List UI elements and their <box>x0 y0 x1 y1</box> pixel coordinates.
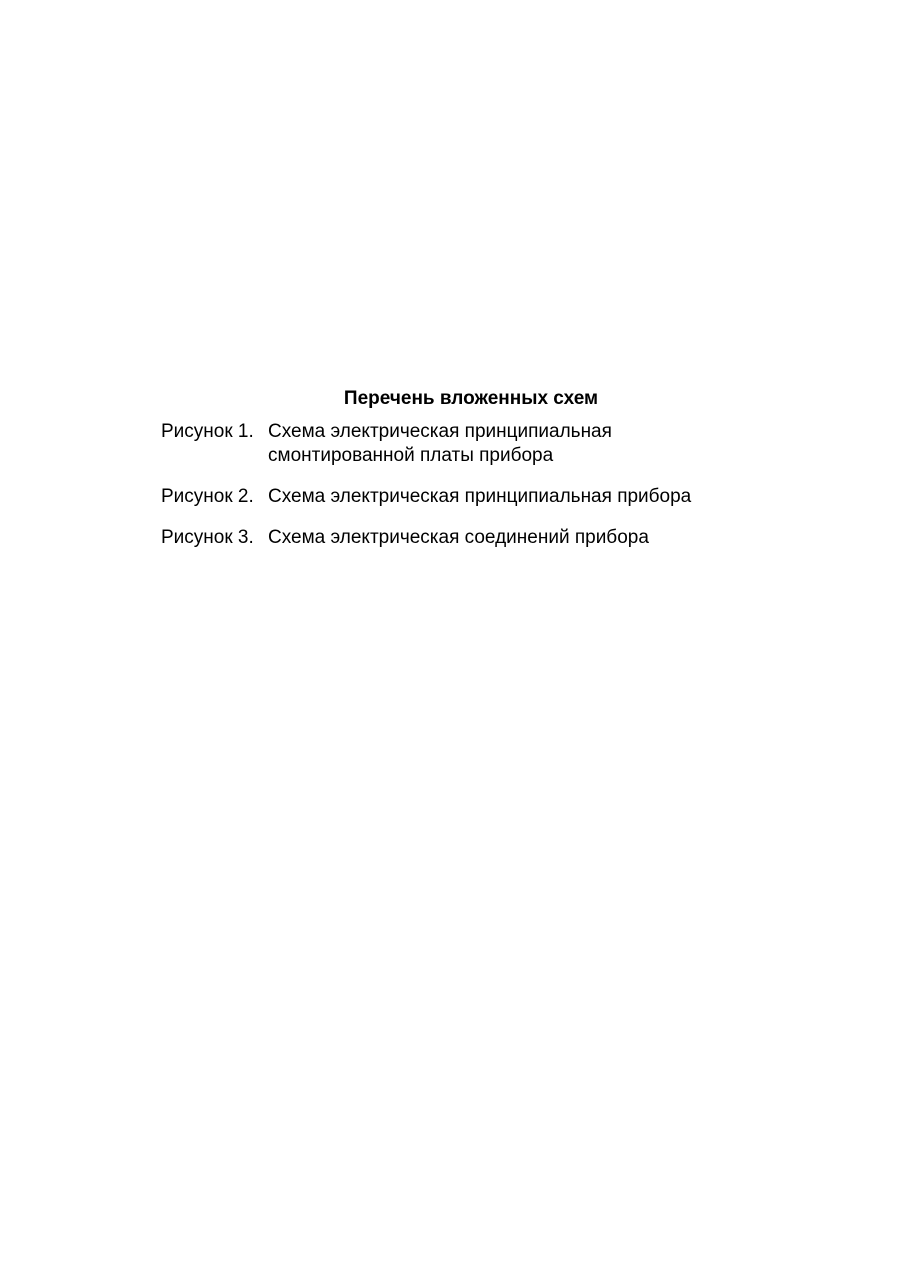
figure-caption <box>268 420 788 468</box>
figure-list-item-3 <box>161 526 801 550</box>
figure-list-item-1 <box>161 420 801 468</box>
figure-label: Рисунок 1. <box>161 421 254 442</box>
document-title: Перечень вложенных схем <box>343 388 599 409</box>
figure-caption-line: Схема электрическая принципиальная прибора <box>268 486 692 507</box>
figure-caption-line: смонтированной платы прибора <box>268 445 554 466</box>
figure-caption <box>268 526 788 550</box>
figure-caption-line: Схема электрическая принципиальная <box>268 421 612 442</box>
figure-caption <box>268 485 788 509</box>
figure-label: Рисунок 3. <box>161 527 254 548</box>
figure-list-item-2 <box>161 485 801 509</box>
figure-list <box>161 420 801 567</box>
figure-label: Рисунок 2. <box>161 486 254 507</box>
figure-caption-line: Схема электрическая соединений прибора <box>268 527 649 548</box>
